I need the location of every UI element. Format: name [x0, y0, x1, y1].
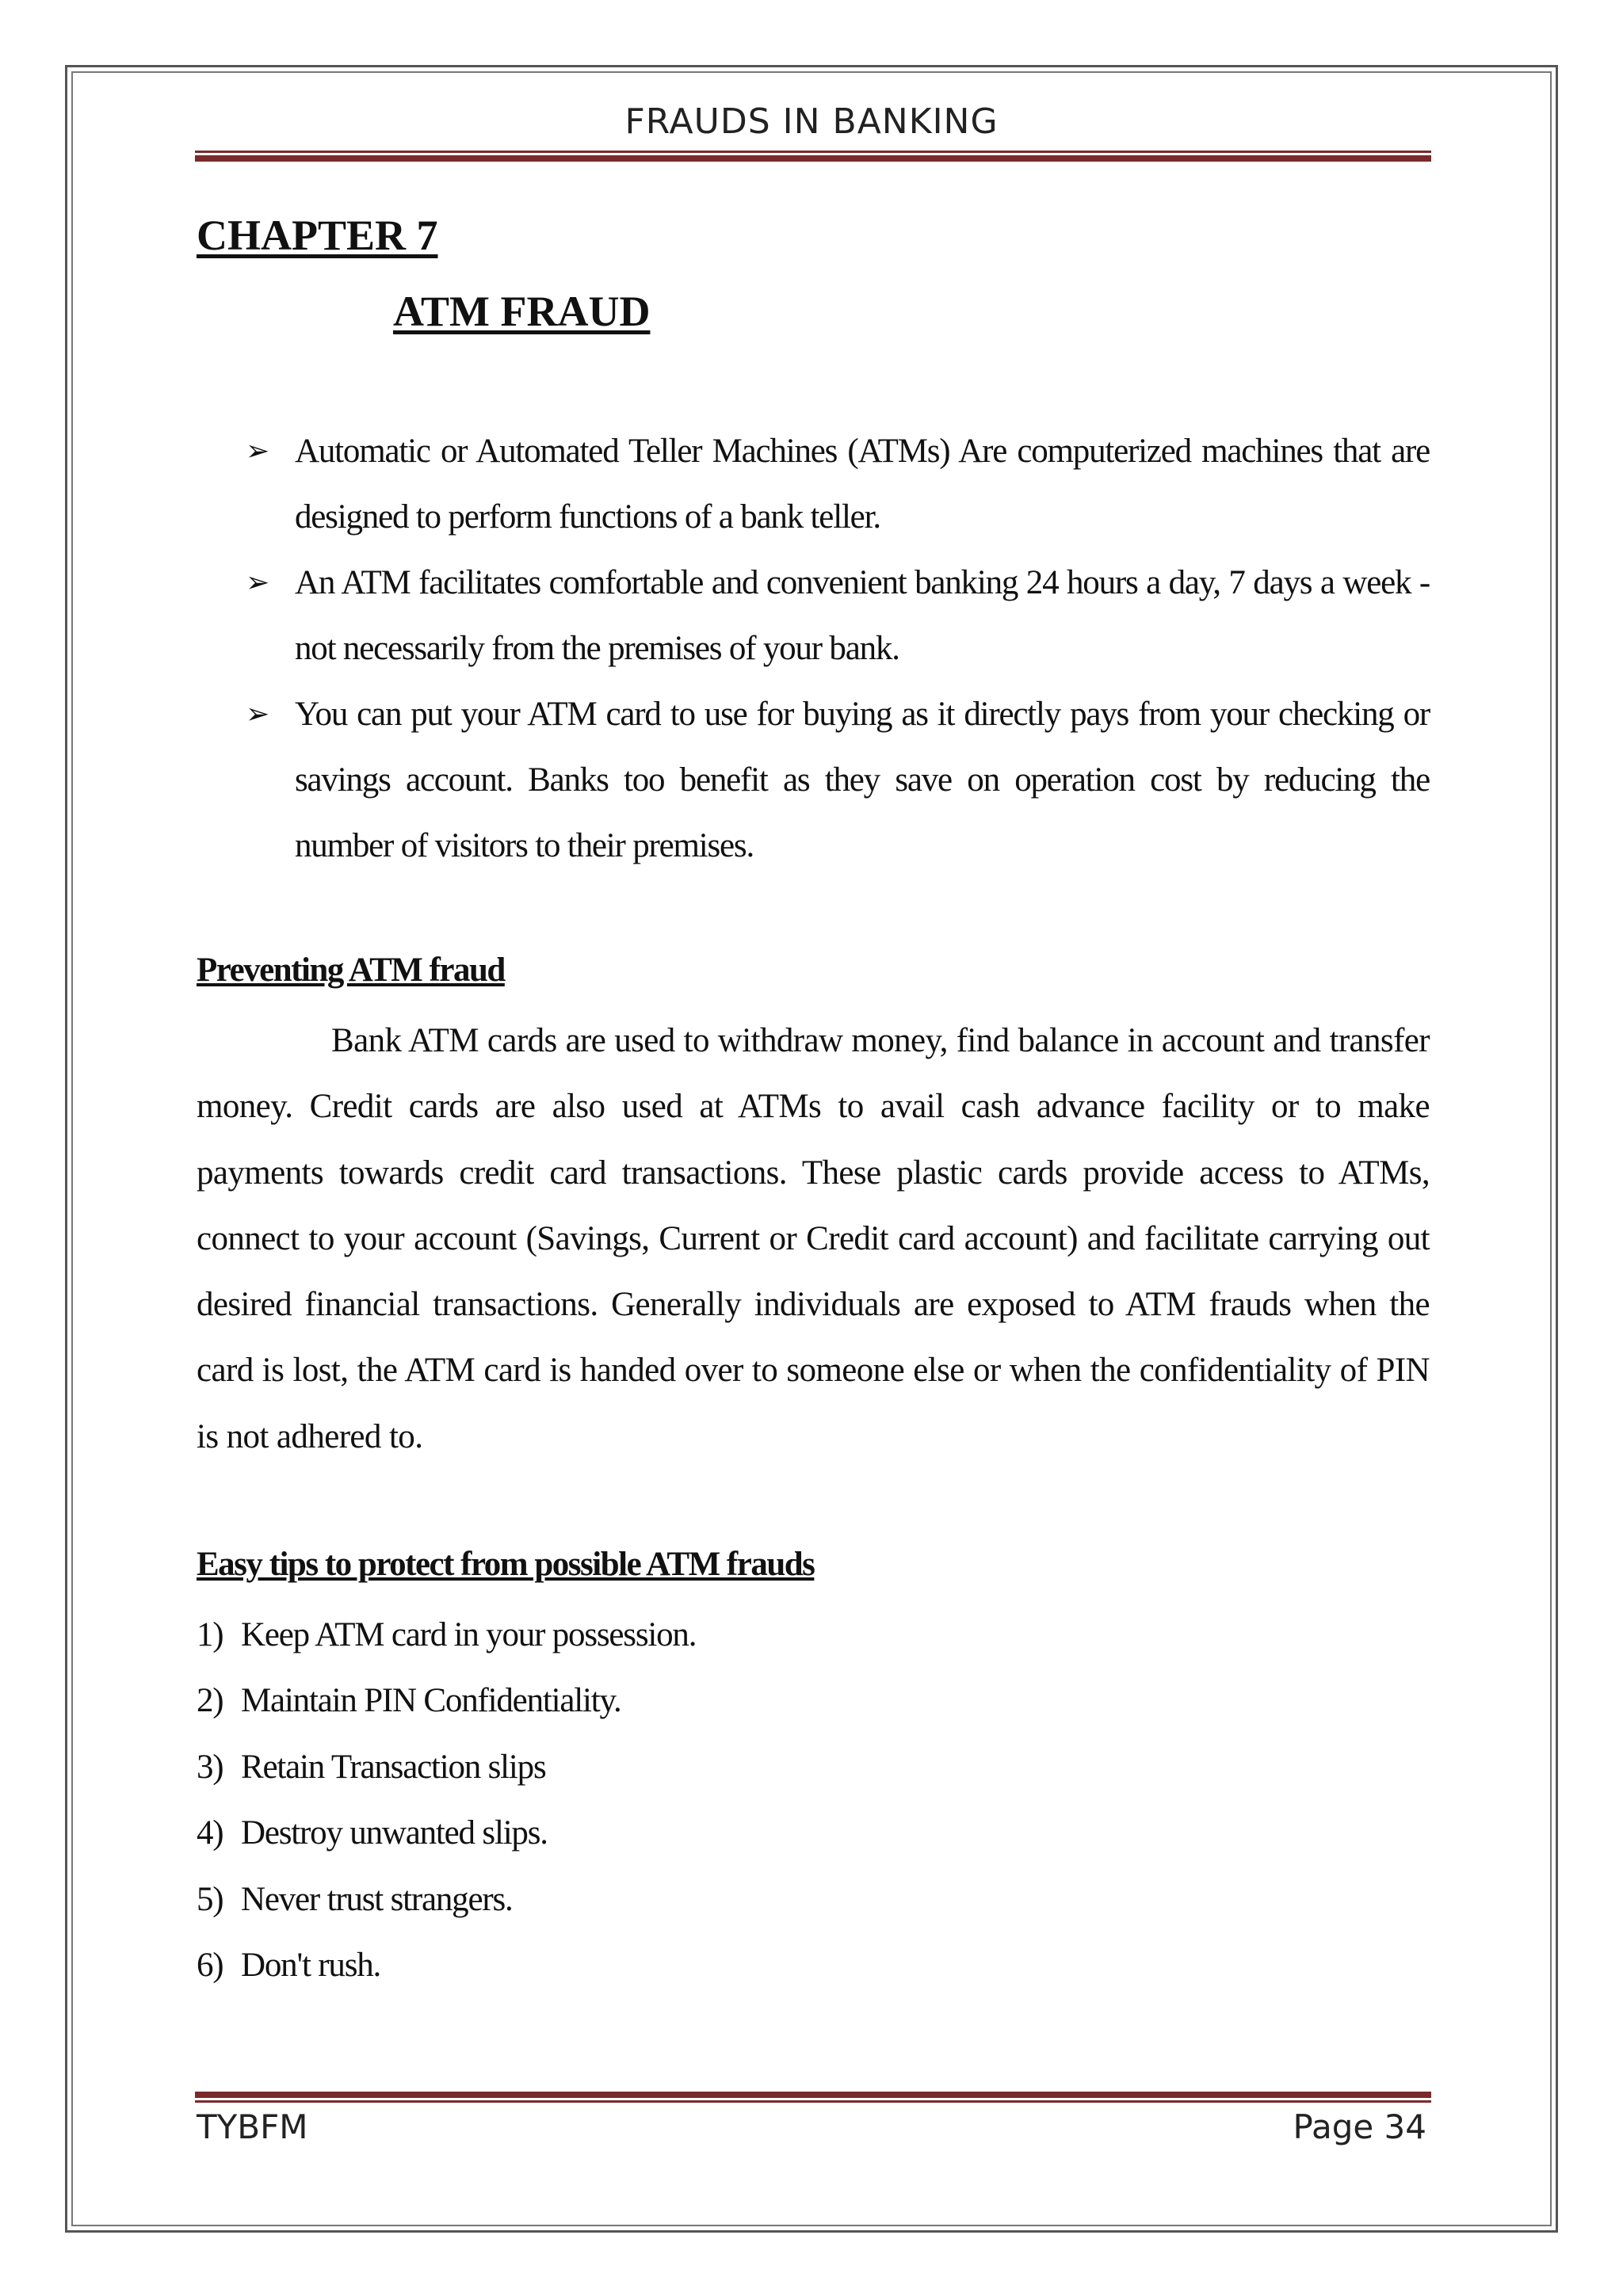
tip-text: Retain Transaction slips	[241, 1748, 546, 1786]
footer-rule	[195, 2092, 1431, 2103]
tip-number: 6)	[197, 1947, 223, 1985]
tip-text: Destroy unwanted slips.	[241, 1814, 548, 1852]
preventing-heading: Preventing ATM fraud	[197, 952, 505, 989]
tips-heading: Easy tips to protect from possible ATM frauds	[197, 1546, 815, 1583]
bullet-item	[242, 418, 1430, 550]
tip-item	[197, 1867, 696, 1932]
footer-course: TYBFM	[197, 2107, 308, 2146]
tip-number: 2)	[197, 1682, 223, 1720]
tip-item	[197, 1932, 696, 1998]
tip-number: 1)	[197, 1616, 223, 1653]
bullet-item	[242, 550, 1430, 681]
tip-number: 3)	[197, 1748, 223, 1786]
tip-item	[197, 1734, 696, 1800]
tip-item	[197, 1800, 696, 1866]
arrow-bullet-icon: ➢	[246, 698, 269, 730]
running-header: FRAUDS IN BANKING	[624, 101, 999, 142]
intro-bullet-list	[242, 418, 1430, 879]
tip-text: Maintain PIN Confidentiality.	[241, 1682, 621, 1720]
tip-number: 5)	[197, 1880, 223, 1918]
arrow-bullet-icon: ➢	[246, 435, 269, 467]
tip-item	[197, 1668, 696, 1733]
footer-page-number: Page 34	[1293, 2107, 1426, 2146]
tip-text: Never trust strangers.	[241, 1880, 513, 1918]
tips-list	[197, 1602, 696, 1998]
bullet-text: Automatic or Automated Teller Machines (ATMs) Are computerized machines that are designed to perform functions of a bank teller.	[295, 433, 1430, 536]
bullet-text: You can put your ATM card to use for buying as it directly pays from your checking or savings account. Banks too benefit as they save on operation cost by reducing the number of visitors to their premises.	[295, 696, 1430, 864]
preventing-paragraph: Bank ATM cards are used to withdraw money, find balance in account and transfer money. Credit cards are also used at ATMs to avail cash advance facility or to make payments towards credit card transactions. These plastic cards provide access to ATMs, connect to your account (Savings, Current or Credit card account) and facilitate carrying out desired financial transactions. Generally individuals are exposed to ATM frauds when the card is lost, the ATM card is handed over to someone else or when the confidentiality of PIN is not adhered to.	[197, 1022, 1430, 1455]
arrow-bullet-icon: ➢	[246, 566, 269, 599]
tip-number: 4)	[197, 1814, 223, 1852]
chapter-label: CHAPTER 7	[197, 212, 438, 259]
tip-text: Keep ATM card in your possession.	[241, 1616, 697, 1653]
header-rule	[195, 151, 1431, 162]
tip-item	[197, 1602, 696, 1668]
bullet-text: An ATM facilitates comfortable and convenient banking 24 hours a day, 7 days a week - not necessarily from the premises of your bank.	[295, 564, 1430, 667]
chapter-title: ATM FRAUD	[393, 288, 651, 335]
tip-text: Don't rush.	[241, 1947, 381, 1985]
bullet-item	[242, 681, 1430, 879]
